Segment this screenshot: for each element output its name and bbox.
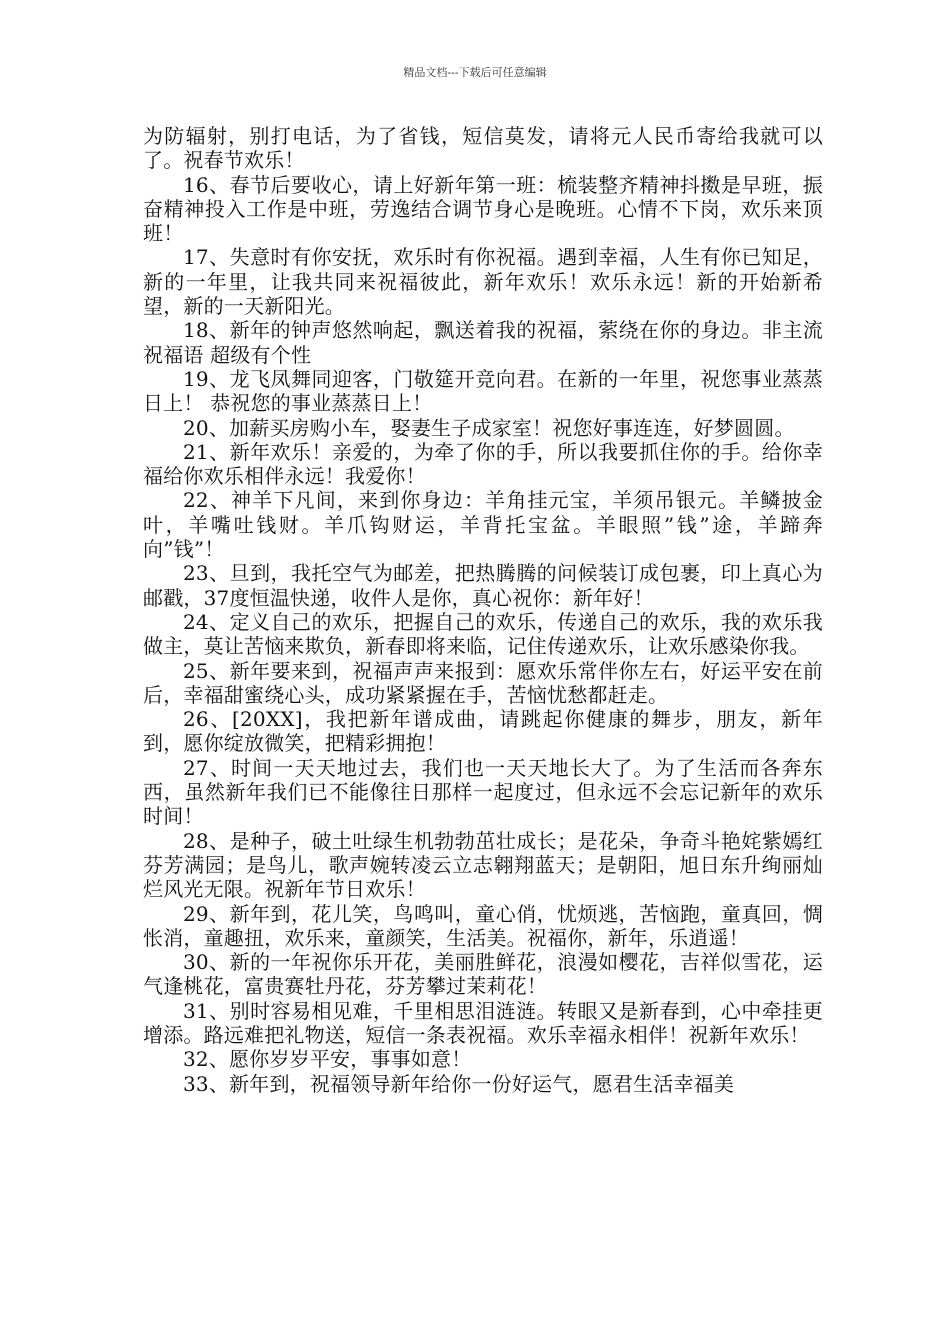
paragraph: 23、旦到，我托空气为邮差，把热腾腾的问候装订成包裹，印上真心为邮戳，37度恒温快递，收件人是你，真心祝你：新年好！ — [143, 561, 823, 610]
paragraph: 25、新年要来到，祝福声声来报到：愿欢乐常伴你左右，好运平安在前后，幸福甜蜜绕心头，成功紧紧握在手，苦恼忧愁都赶走。 — [143, 658, 823, 707]
paragraph: 31、别时容易相见难，千里相思泪涟涟。转眼又是新春到，心中牵挂更增添。路远难把礼物送，短信一条表祝福。欢乐幸福永相伴！祝新年欢乐！ — [143, 998, 823, 1047]
paragraph: 32、愿你岁岁平安，事事如意！ — [183, 1047, 472, 1072]
paragraph: 19、龙飞凤舞同迎客，门敬筵开竞向君。在新的一年里，祝您事业蒸蒸日上！ 恭祝您的事业蒸蒸日上！ — [143, 366, 823, 416]
paragraph: 21、新年欢乐！亲爱的，为牵了你的手，所以我要抓住你的手。给你幸福给你欢乐相伴永远！我爱你！ — [143, 439, 823, 489]
paragraph: 24、定义自己的欢乐，把握自己的欢乐，传递自己的欢乐，我的欢乐我做主，莫让苦恼来欺负，新春即将来临，记住传递欢乐，让欢乐感染你我。 — [143, 609, 823, 659]
paragraph: 28、是种子，破土吐绿生机勃勃茁壮成长；是花朵，争奇斗艳姹紫嫣红芬芳满园；是鸟儿，歌声婉转凌云立志翱翔蓝天；是朝阳，旭日东升绚丽灿烂风光无限。祝新年节日欢乐！ — [143, 828, 823, 902]
paragraph: 30、新的一年祝你乐开花，美丽胜鲜花，浪漫如樱花，吉祥似雪花，运气逢桃花，富贵赛牡丹花，芬芳攀过茉莉花！ — [143, 950, 823, 999]
paragraph: 17、失意时有你安抚，欢乐时有你祝福。遇到幸福，人生有你已知足，新的一年里，让我共同来祝福彼此，新年欢乐！欢乐永远！新的开始新希望，新的一天新阳光。 — [143, 245, 823, 319]
page-header: 精品文档---下载后可任意编辑 — [403, 66, 547, 79]
paragraph: 33、新年到，祝福领导新年给你一份好运气，愿君生活幸福美 — [183, 1071, 735, 1096]
paragraph: 16、春节后要收心，请上好新年第一班：梳装整齐精神抖擞是早班，振奋精神投入工作是中班，劳逸结合调节身心是晚班。心情不下岗，欢乐来顶班！ — [143, 172, 823, 246]
paragraph: 22、神羊下凡间，来到你身边：羊角挂元宝，羊须吊银元。羊鳞披金叶，羊嘴吐钱财。羊爪钩财运，羊背托宝盆。羊眼照”钱”途，羊蹄奔向”钱”！ — [143, 488, 823, 562]
document-body — [143, 124, 823, 1096]
paragraph: 为防辐射，别打电话，为了省钱，短信莫发，请将元人民币寄给我就可以了。祝春节欢乐！ — [143, 124, 823, 173]
paragraph: 18、新年的钟声悠然响起，飘送着我的祝福，萦绕在你的身边。非主流祝福语 超级有个性 — [143, 318, 823, 367]
paragraph: 26、[20XX]，我把新年谱成曲，请跳起你健康的舞步，朋友，新年到，愿你绽放微笑，把精彩拥抱！ — [143, 707, 823, 756]
paragraph: 29、新年到，花儿笑，鸟鸣叫，童心俏，忧烦逃，苦恼跑，童真回，惆怅消，童趣扭，欢乐来，童颜笑，生活美。祝福你，新年，乐逍遥！ — [143, 901, 823, 950]
paragraph: 27、时间一天天地过去，我们也一天天地长大了。为了生活而各奔东西，虽然新年我们已不能像往日那样一起度过，但永远不会忘记新年的欢乐时间！ — [143, 755, 823, 829]
paragraph: 20、加薪买房购小车，娶妻生子成家室！祝您好事连连，好梦圆圆。 — [183, 415, 795, 440]
